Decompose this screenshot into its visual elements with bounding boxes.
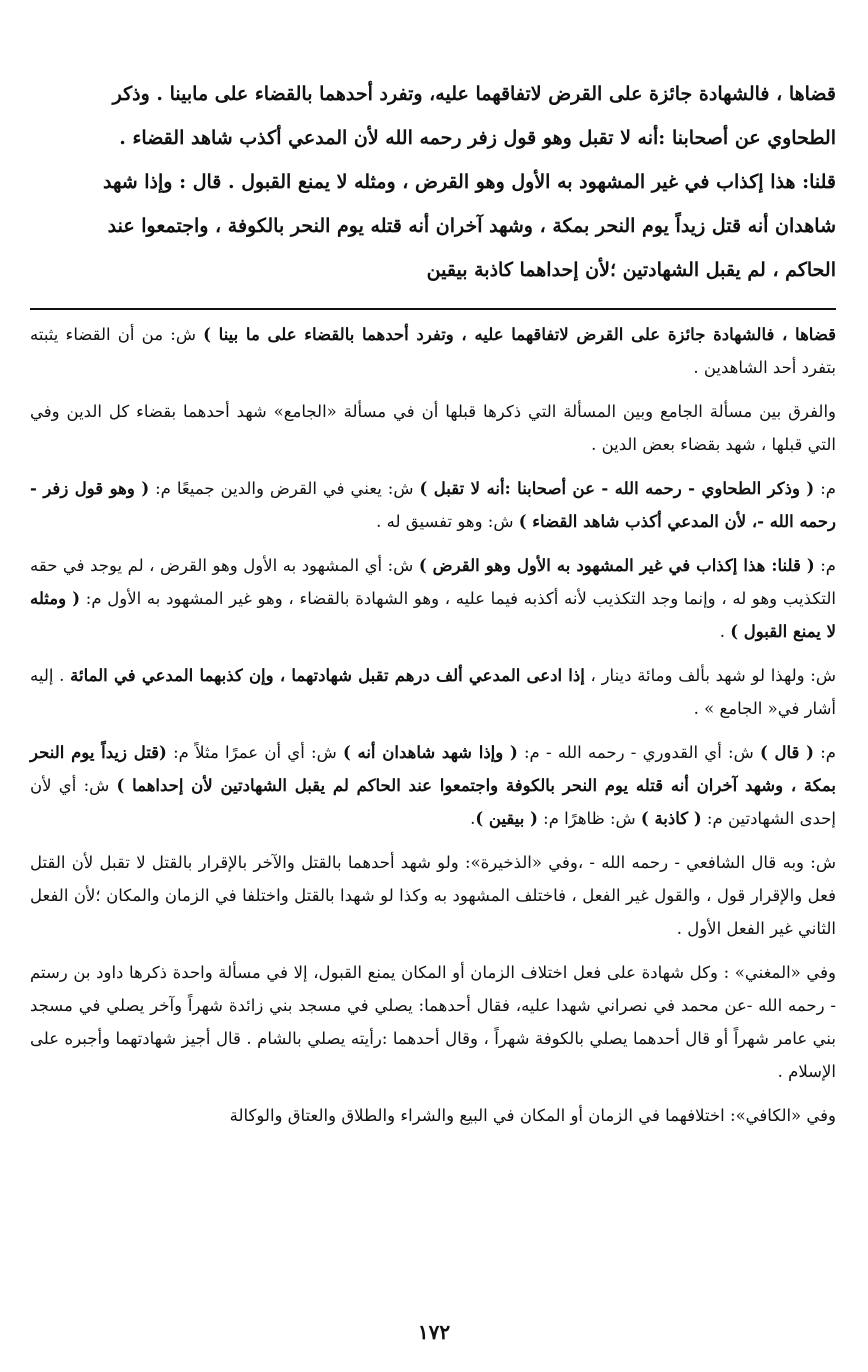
commentary-text: ش: من أن القضاء يثبته بتفرد أحد الشاهدين . [30, 325, 836, 377]
commentary-text: ش: أي أن عمرًا مثلاً م: [166, 743, 343, 762]
page-number: ١٧٢ [417, 1320, 451, 1344]
commentary-paragraph [30, 736, 836, 835]
quoted-text: ( وذكر الطحاوي - رحمه الله - عن أصحابنا :أنه لا تقبل ) [419, 479, 815, 498]
section-divider [30, 308, 836, 310]
matn-line: شاهدان أنه قتل زيداً يوم النحر بمكة ، وشهد آخران أنه قتله يوم النحر بالكوفة ، واجتمعوا عند [107, 215, 836, 237]
matn-line: قلنا: هذا إكذاب في غير المشهود به الأول وهو القرض ، ومثله لا يمنع القبول . قال : وإذا شهد [103, 171, 836, 193]
commentary-paragraph [30, 1099, 836, 1132]
quoted-text: ( ومثله لا يمنع القبول ) [30, 589, 836, 641]
matn-line: الطحاوي عن أصحابنا :أنه لا تقبل وهو قول زفر رحمه الله لأن المدعي أكذب شاهد القضاء . [119, 127, 836, 149]
commentary-paragraph [30, 846, 836, 945]
quoted-text: قضاها ، فالشهادة جائزة على القرض لاتفاقهما عليه ، وتفرد أحدهما بالقضاء على ما بينا ) [203, 325, 837, 344]
commentary-text: والفرق بين مسألة الجامع وبين المسألة التي ذكرها قبلها أن في مسألة «الجامع» شهد أحدهما بقضاء كل الدين وفي التي قبلها ، شهد بقضاء بعض الدين . [30, 402, 836, 454]
commentary-text: ش: ولهذا لو شهد بألف ومائة دينار ، [584, 666, 836, 685]
commentary-text: ش: وبه قال الشافعي - رحمه الله - ،وفي «الذخيرة»: ولو شهد أحدهما بالقتل والآخر بالإقرار بالقتل لا تقبل لأن القتل فعل والإقرار قول ، والقول غير الفعل ، فاختلف المشهود به وكذا لو شهدا بالقتل واختلفا في الزمان والمكان ؛لأن الفعل الثاني غير الفعل الأول . [30, 853, 836, 938]
commentary-paragraph [30, 395, 836, 461]
quoted-text: إذا ادعى المدعي ألف درهم تقبل شهادتهما ، وإن كذبهما المدعي في المائة [70, 666, 585, 685]
commentary-paragraph [30, 318, 836, 384]
commentary-text: ش: أي المشهود به الأول وهو القرض ، لم يوجد في حقه التكذيب وهو له ، وإنما وجد التكذيب لأنه أكذبه فيما عليه ، وهو الشهادة بالقضاء ، وهو غير المشهود به الأول م: [30, 556, 836, 608]
commentary-paragraph [30, 659, 836, 725]
commentary-text: ش: وهو تفسيق له . [376, 512, 519, 531]
matn-main-text [30, 72, 836, 292]
quoted-text: ( قال ) [759, 743, 814, 762]
commentary-paragraph [30, 472, 836, 538]
commentary-text: ش: ظاهرًا م: [537, 809, 641, 828]
commentary-text: وفي «الكافي»: اختلافهما في الزمان أو المكان في البيع والشراء والطلاق والعتاق والوكالة [229, 1106, 836, 1125]
commentary-text: . إليه أشار في« الجامع » . [30, 666, 836, 718]
commentary-text: وفي «المغني» : وكل شهادة على فعل اختلاف الزمان أو المكان يمنع القبول، إلا في مسألة واحدة ذكرها داود بن رستم - رحمه الله -عن محمد في نصراني شهدا عليه، فقال أحدهما: يصلي في مسجد بني زائدة شهراً وآخر يصلي في مسجد بني عامر شهراً أو قال أحدهما يصلي بالكوفة شهراً ، وقال أحدهما :رأيته يصلي بالشام . قال أجيز شهادتهما وأجبره على الإسلام . [30, 963, 836, 1081]
commentary-text: ش: أي القدوري - رحمه الله - م: [517, 743, 760, 762]
quoted-text: ( قلنا: هذا إكذاب في غير المشهود به الأول وهو القرض ) [418, 556, 815, 575]
commentary-paragraph [30, 956, 836, 1088]
commentary-text: ش: أي لأن إحدى الشهادتين م: [30, 776, 836, 828]
commentary-text: . [470, 809, 476, 828]
quoted-text: (قتل زيداً يوم النحر بمكة ، وشهد آخران أنه قتله يوم النحر بالكوفة واجتمعوا عند الحاكم لم يقبل الشهادتين لأن إحداهما ) [30, 743, 837, 795]
matn-line: قضاها ، فالشهادة جائزة على القرض لاتفاقهما عليه، وتفرد أحدهما بالقضاء على مابينا . وذكر [112, 83, 836, 105]
commentary-text: م: [813, 743, 836, 762]
matn-line: الحاكم ، لم يقبل الشهادتين ؛لأن إحداهما كاذبة بيقين [426, 259, 836, 281]
quoted-text: ( وهو قول زفر - رحمه الله -، لأن المدعي أكذب شاهد القضاء ) [30, 479, 836, 531]
commentary-text: . [719, 622, 731, 641]
commentary-text: م: [814, 556, 836, 575]
commentary-text: م: [814, 479, 837, 498]
commentary-paragraph [30, 549, 836, 648]
quoted-text: ( وإذا شهد شاهدان أنه ) [342, 743, 518, 762]
sharh-commentary [30, 318, 836, 1143]
quoted-text: ( بيقين ) [475, 809, 538, 828]
commentary-text: ش: يعني في القرض والدين جميعًا م: [149, 479, 420, 498]
quoted-text: ( كاذبة ) [640, 809, 702, 828]
